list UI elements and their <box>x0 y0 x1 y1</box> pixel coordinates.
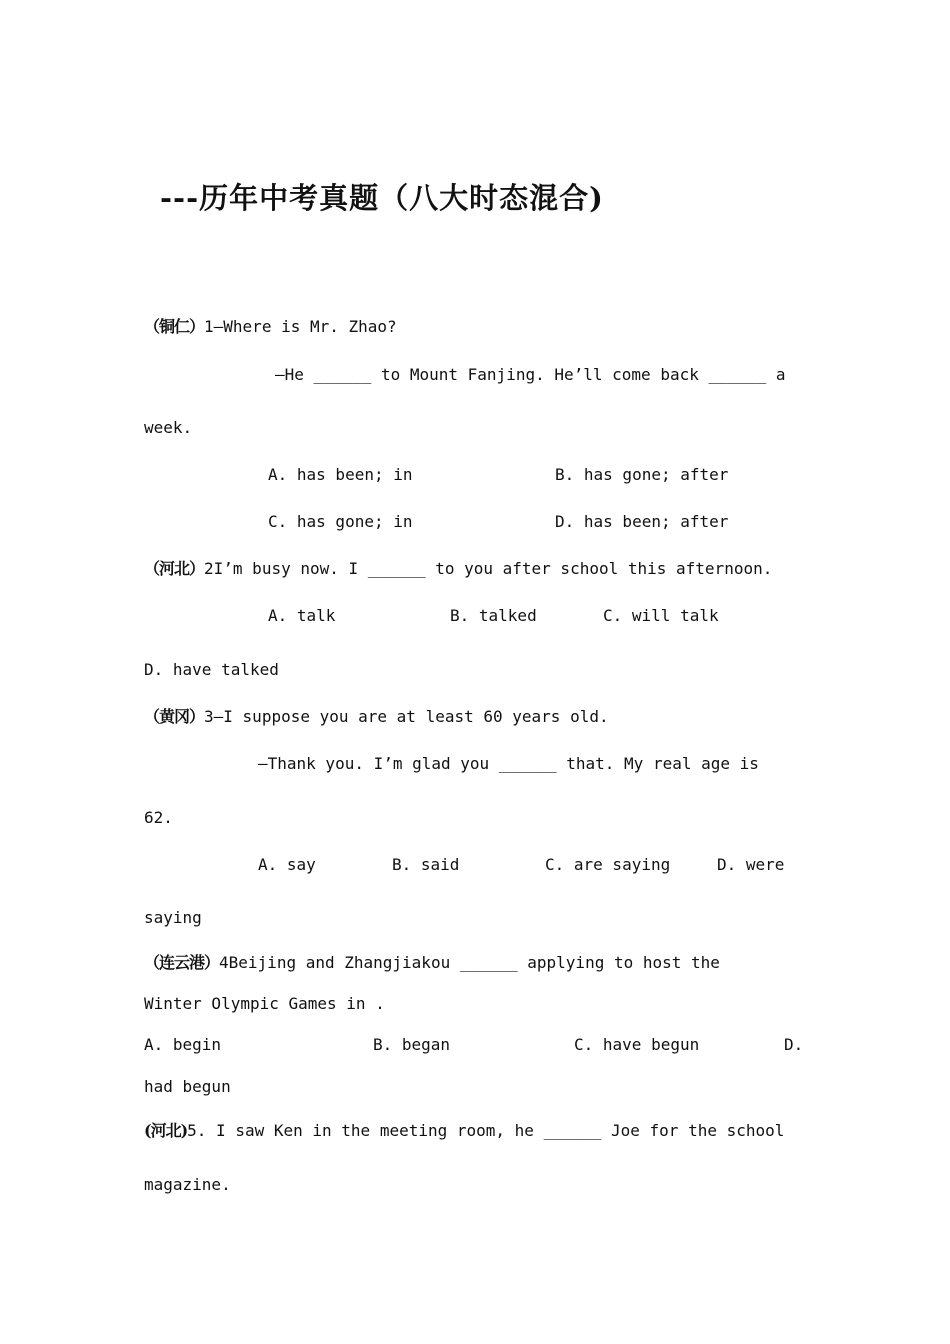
question-2-option-d: D. have talked <box>144 660 279 679</box>
question-3-source: （黄冈） <box>144 707 205 726</box>
question-1-stem: 1—Where is Mr. Zhao? <box>204 317 397 336</box>
question-2-stem: 2I’m busy now. I ______ to you after school this afternoon. <box>204 559 773 578</box>
question-1-line-2: —He ______ to Mount Fanjing. He’ll come back ______ a <box>275 365 786 384</box>
question-1-option-d: D. has been; after <box>555 512 729 531</box>
question-3 <box>144 707 609 727</box>
question-4-option-c: C. have begun <box>574 1035 700 1054</box>
question-4-stem: 4Beijing and Zhangjiakou ______ applying to host the <box>219 953 720 972</box>
question-3-stem: 3—I suppose you are at least 60 years old. <box>204 707 609 726</box>
question-5-line-2: magazine. <box>144 1175 231 1194</box>
question-2-option-a: A. talk <box>268 606 336 625</box>
question-4-option-d: D. <box>784 1035 804 1054</box>
question-1-source: （铜仁） <box>144 317 205 336</box>
question-1-option-b: B. has gone; after <box>555 465 729 484</box>
question-3-option-c: C. are saying <box>545 855 671 874</box>
question-4 <box>144 953 720 973</box>
question-5 <box>144 1121 784 1141</box>
question-2-option-c: C. will talk <box>603 606 719 625</box>
question-1 <box>144 317 397 337</box>
question-3-option-b: B. said <box>392 855 460 874</box>
question-2-option-b: B. talked <box>450 606 537 625</box>
page-title: ---历年中考真题（八大时态混合) <box>160 181 604 215</box>
question-3-line-2: —Thank you. I’m glad you ______ that. My real age is <box>258 754 759 773</box>
question-2 <box>144 559 772 579</box>
question-1-option-c: C. has gone; in <box>268 512 413 531</box>
question-4-line-2: Winter Olympic Games in . <box>144 994 385 1013</box>
question-2-source: （河北） <box>144 559 205 578</box>
question-5-stem: 5. I saw Ken in the meeting room, he ______ Joe for the school <box>187 1121 785 1140</box>
question-4-option-d-continued: had begun <box>144 1077 231 1096</box>
question-3-option-d-continued: saying <box>144 908 202 927</box>
question-4-source: （连云港） <box>144 953 220 972</box>
question-1-option-a: A. has been; in <box>268 465 413 484</box>
question-1-line-3: week. <box>144 418 193 437</box>
question-5-source: (河北) <box>144 1121 188 1140</box>
question-4-option-a: A. begin <box>144 1035 222 1054</box>
question-4-option-b: B. began <box>373 1035 451 1054</box>
question-3-option-d: D. were <box>717 855 785 874</box>
question-3-line-3: 62. <box>144 808 173 827</box>
question-3-option-a: A. say <box>258 855 316 874</box>
